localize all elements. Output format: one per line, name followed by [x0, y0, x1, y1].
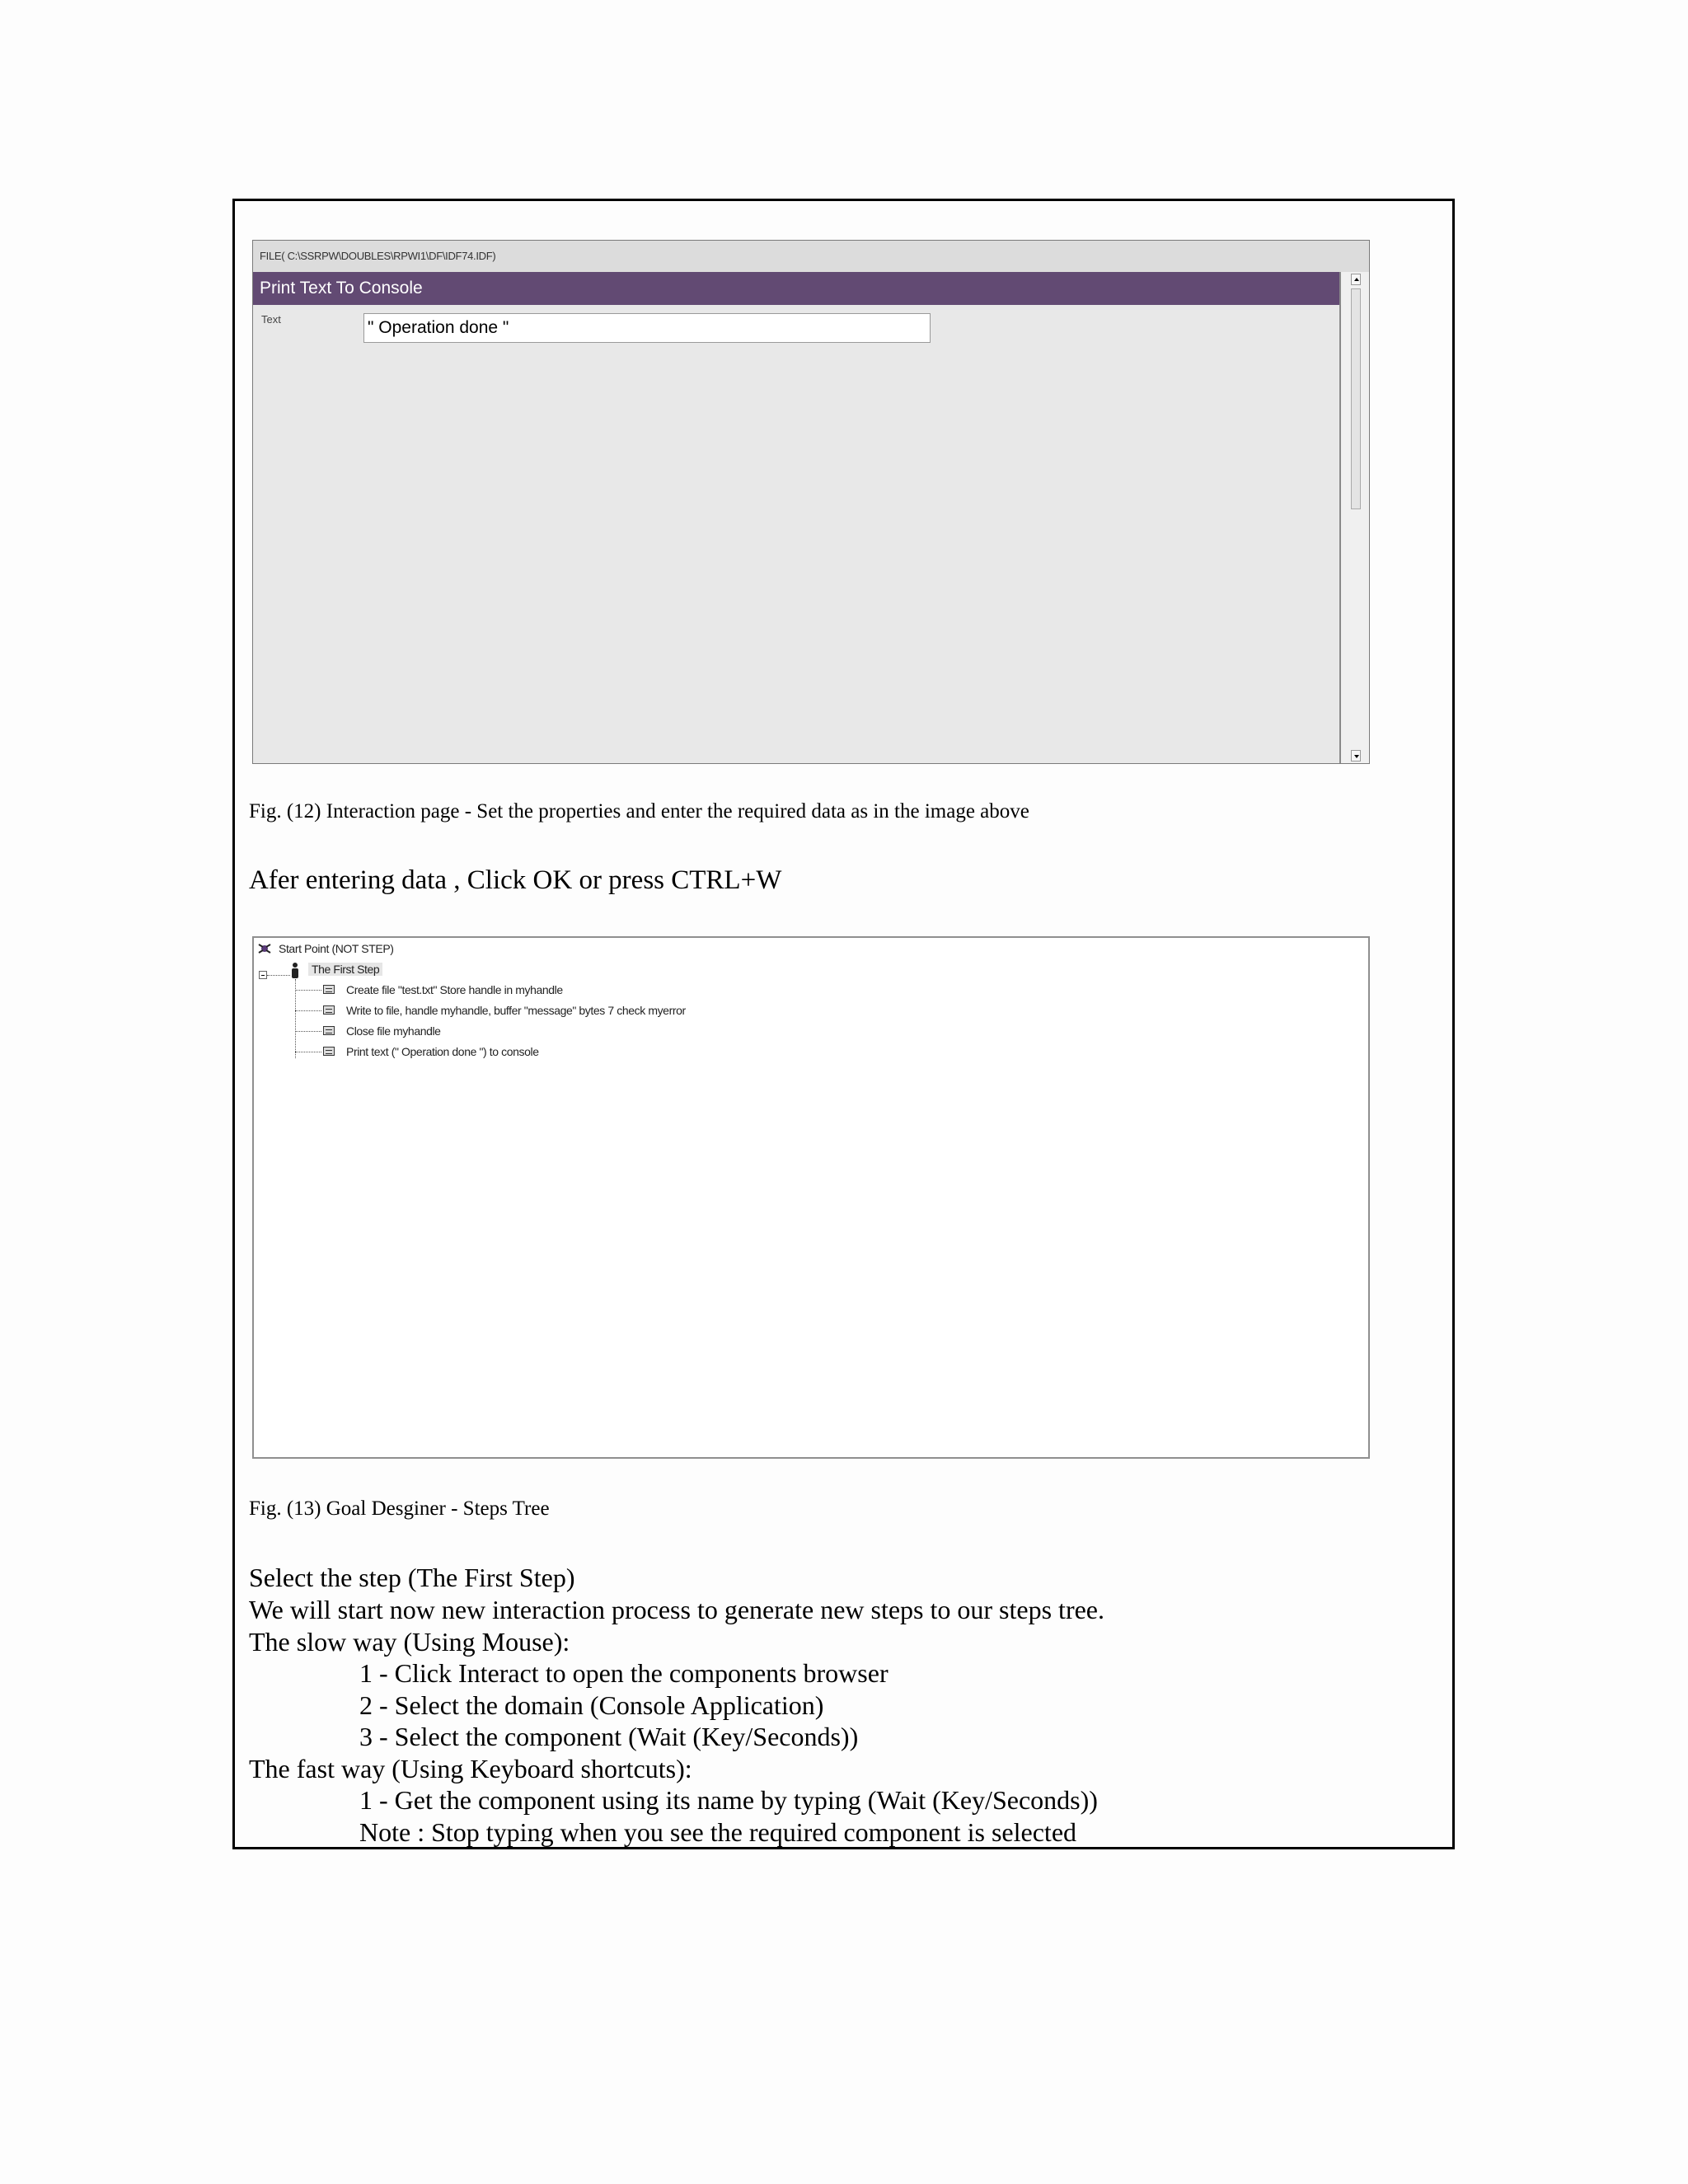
file-path-bar: FILE( C:\SSRPW\DOUBLES\RPWI1\DF\IDF74.IDF)	[253, 241, 1369, 273]
first-step-icon	[290, 961, 300, 979]
tree-connector	[295, 979, 296, 1058]
instruction-text: Afer entering data , Click OK or press CTRL+W	[249, 865, 782, 895]
collapse-toggle-icon[interactable]	[259, 971, 267, 979]
body-line: The slow way (Using Mouse):	[249, 1627, 570, 1657]
step-icon	[323, 1026, 335, 1035]
interaction-page-screenshot	[252, 240, 1370, 764]
steps-tree-screenshot	[252, 936, 1370, 1459]
body-line: We will start now new interaction process to generate new steps to our steps tree.	[249, 1595, 1104, 1624]
text-field-input[interactable]: " Operation done "	[363, 313, 931, 343]
scroll-down-icon[interactable]	[1351, 750, 1361, 762]
vertical-scrollbar[interactable]	[1339, 272, 1369, 763]
first-step-label[interactable]	[308, 960, 382, 978]
fast-way-note: Note : Stop typing when you see the required component is selected	[359, 1817, 1077, 1847]
tree-connector	[295, 990, 321, 991]
interaction-title: Print Text To Console	[253, 272, 1339, 305]
tree-step-item[interactable]: Write to file, handle myhandle, buffer "message" bytes 7 check myerror	[346, 1004, 686, 1017]
tree-root-label[interactable]: Start Point (NOT STEP)	[279, 942, 394, 955]
tree-connector	[295, 1031, 321, 1032]
scroll-up-icon[interactable]	[1351, 274, 1361, 285]
tree-step-item[interactable]: Create file "test.txt" Store handle in myhandle	[346, 983, 563, 996]
step-icon	[323, 1005, 335, 1015]
body-line: Select the step (The First Step)	[249, 1563, 575, 1592]
tree-step-item[interactable]: Print text (" Operation done ") to console	[346, 1045, 539, 1058]
tree-step-item[interactable]: Close file myhandle	[346, 1024, 441, 1038]
slow-way-step: 3 - Select the component (Wait (Key/Seconds))	[359, 1722, 859, 1751]
fast-way-heading: The fast way (Using Keyboard shortcuts):	[249, 1754, 692, 1783]
slow-way-step: 2 - Select the domain (Console Application)	[359, 1690, 824, 1720]
tree-connector	[295, 1010, 321, 1011]
tree-connector	[267, 975, 290, 976]
slow-way-step: 1 - Click Interact to open the components browser	[359, 1658, 889, 1688]
fig12-caption: Fig. (12) Interaction page - Set the properties and enter the required data as in the image above	[249, 800, 1029, 823]
first-step-text: The First Step	[308, 963, 382, 976]
fig13-caption: Fig. (13) Goal Desginer - Steps Tree	[249, 1497, 550, 1520]
scrollbar-thumb[interactable]	[1351, 288, 1361, 509]
step-icon	[323, 1047, 335, 1056]
text-field-label: Text	[261, 313, 281, 326]
fast-way-step: 1 - Get the component using its name by typing (Wait (Key/Seconds))	[359, 1785, 1098, 1815]
start-point-icon	[257, 941, 272, 956]
step-icon	[323, 985, 335, 994]
